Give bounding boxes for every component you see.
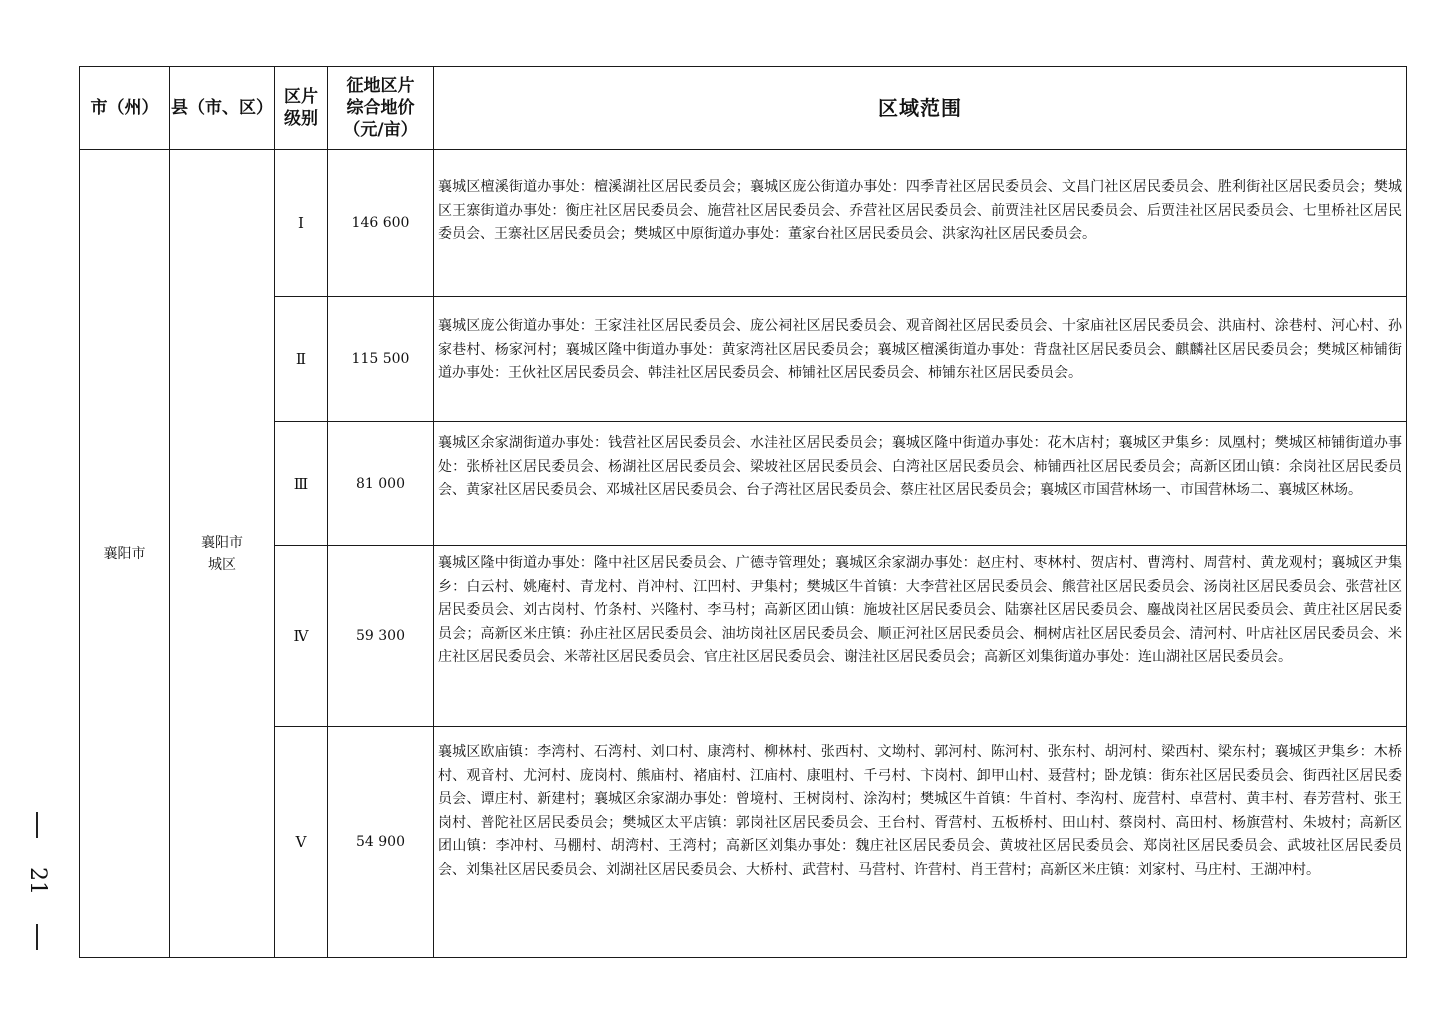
level-cell: Ⅴ <box>275 727 328 958</box>
header-scope: 区域范围 <box>434 67 1407 150</box>
scope-cell: 襄城区余家湖街道办事处：钱营社区居民委员会、水洼社区居民委员会；襄城区隆中街道办事处：花木店村；襄城区尹集乡：凤凰村；樊城区柿铺街道办事处：张桥社区居民委员会、杨湖社区居民委员会、梁坡社区居民委员会、白湾社区居民委员会、柿铺西社区居民委员会；高新区团山镇：余岗社区居民委员会、黄家社区居民委员会、邓城社区居民委员会、台子湾社区居民委员会、蔡庄社区居民委员会；襄城区市国营林场一、市国营林场二、襄城区林场。 <box>434 422 1407 546</box>
page-number-dash-top <box>36 812 38 838</box>
level-cell: Ⅱ <box>275 297 328 422</box>
page-number-text: 21 <box>25 867 50 895</box>
scope-cell: 襄城区隆中街道办事处：隆中社区居民委员会、广德寺管理处；襄城区余家湖办事处：赵庄村、枣林村、贺店村、曹湾村、周营村、黄龙观村；襄城区尹集乡：白云村、姚庵村、青龙村、肖冲村、江凹村、尹集村；樊城区牛首镇：大李营社区居民委员会、熊营社区居民委员会、汤岗社区居民委员会、张营社区居民委员会、刘古岗村、竹条村、兴隆村、李马村；高新区团山镇：施坡社区居民委员会、陆寨社区居民委员会、鏖战岗社区居民委员会、黄庄社区居民委员会；高新区米庄镇：孙庄社区居民委员会、油坊岗社区居民委员会、顺正河社区居民委员会、桐树店社区居民委员会、清河村、叶店社区居民委员会、米庄社区居民委员会、米蒂社区居民委员会、官庄社区居民委员会、谢洼社区居民委员会；高新区刘集街道办事处：连山湖社区居民委员会。 <box>434 546 1407 727</box>
level-cell: Ⅰ <box>275 150 328 297</box>
header-row <box>80 67 1407 150</box>
header-level-line1: 区片 <box>284 87 318 107</box>
header-price-line3: （元/亩） <box>343 120 418 140</box>
table-row <box>80 150 1407 297</box>
price-cell: 81 000 <box>328 422 434 546</box>
scope-cell: 襄城区庞公街道办事处：王家洼社区居民委员会、庞公祠社区居民委员会、观音阁社区居民委员会、十家庙社区居民委员会、洪庙村、涂巷村、河心村、孙家巷村、杨家河村；襄城区隆中街道办事处：黄家湾社区居民委员会；襄城区檀溪街道办事处：背盘社区居民委员会、麒麟社区居民委员会；樊城区柿铺街道办事处：王伙社区居民委员会、韩洼社区居民委员会、柿铺社区居民委员会、柿铺东社区居民委员会。 <box>434 297 1407 422</box>
price-cell: 59 300 <box>328 546 434 727</box>
table-row <box>80 422 1407 546</box>
header-county: 县（市、区） <box>170 67 275 150</box>
header-price <box>328 67 434 150</box>
land-price-table <box>79 66 1407 958</box>
header-city: 市（州） <box>80 67 170 150</box>
page-number-dash-bottom <box>36 924 38 950</box>
county-line2: 城区 <box>208 556 236 573</box>
land-price-table-container <box>79 66 1407 958</box>
table-row <box>80 297 1407 422</box>
price-cell: 146 600 <box>328 150 434 297</box>
price-cell: 54 900 <box>328 727 434 958</box>
city-cell: 襄阳市 <box>80 150 170 958</box>
scope-cell: 襄城区欧庙镇：李湾村、石湾村、刘口村、康湾村、柳林村、张西村、文坳村、郭河村、陈河村、张东村、胡河村、梁西村、梁东村；襄城区尹集乡：木桥村、观音村、尤河村、庞岗村、熊庙村、褚庙村、江庙村、康咀村、千弓村、卞岗村、卸甲山村、聂营村；卧龙镇：街东社区居民委员会、街西社区居民委员会、谭庄村、新建村；襄城区余家湖办事处：曾境村、王树岗村、涂沟村；樊城区牛首镇：牛首村、李沟村、庞营村、卓营村、黄丰村、春芳营村、张王岗村、普陀社区居民委员会；樊城区太平店镇：郭岗社区居民委员会、王台村、胥营村、五板桥村、田山村、蔡岗村、高田村、杨旗营村、朱坡村；高新区团山镇：李冲村、马棚村、胡湾村、王湾村；高新区刘集办事处：魏庄社区居民委员会、黄坡社区居民委员会、郑岗社区居民委员会、武坡社区居民委员会、刘集社区居民委员会、刘湖社区居民委员会、大桥村、武营村、马营村、许营村、肖王营村；高新区米庄镇：刘家村、马庄村、王湖冲村。 <box>434 727 1407 958</box>
price-cell: 115 500 <box>328 297 434 422</box>
table-row <box>80 727 1407 958</box>
county-line1: 襄阳市 <box>201 534 243 551</box>
header-price-line1: 征地区片 <box>346 76 415 96</box>
scope-cell: 襄城区檀溪街道办事处：檀溪湖社区居民委员会；襄城区庞公街道办事处：四季青社区居民委员会、文昌门社区居民委员会、胜利街社区居民委员会；樊城区王寨街道办事处：衡庄社区居民委员会、施营社区居民委员会、乔营社区居民委员会、前贾洼社区居民委员会、后贾洼社区居民委员会、七里桥社区居民委员会、王寨社区居民委员会；樊城区中原街道办事处：董家台社区居民委员会、洪家沟社区居民委员会。 <box>434 150 1407 297</box>
header-level <box>275 67 328 150</box>
header-price-line2: 综合地价 <box>346 98 415 118</box>
level-cell: Ⅲ <box>275 422 328 546</box>
page-number <box>24 812 50 950</box>
table-row <box>80 546 1407 727</box>
level-cell: Ⅳ <box>275 546 328 727</box>
county-cell <box>170 150 275 958</box>
header-level-line2: 级别 <box>284 109 318 129</box>
